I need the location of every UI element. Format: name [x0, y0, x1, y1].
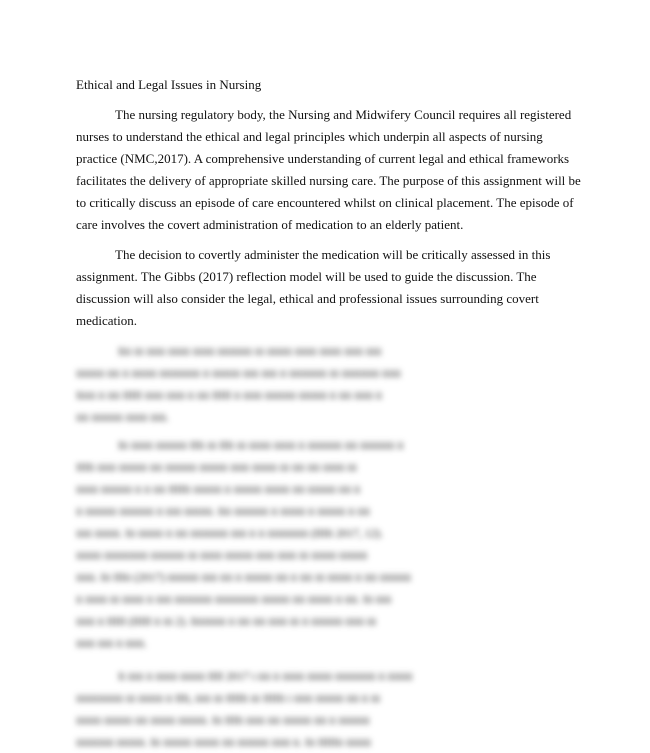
blurred-paragraph — [76, 665, 574, 753]
paragraph-line: nurses to understand the ethical and legal principles which underpin all aspects of nursing — [76, 129, 543, 144]
blurred-line: iiiiiii iiiiiiiiii ii ii iiii IIIIIi iiiiiiiii ii iiiiiiiii iiiiiiii iiii iiiiiiiii iiii ii — [76, 482, 361, 496]
blurred-line: iiiiiiiii iiii ii iiiiiiii iiiiiiiiiiiii ii iiiiiiiii iiiii iiiii ii iiiiiiiiiiii iii iiiiiiiiiiii iiiiii — [76, 366, 401, 380]
blurred-line: iiiiiiii iiiiiiiii iiii iiiiiiii iiiiiiiii. Iii IIIIi iiiiii iiii iiiiiiiii iiii ii iiiiiiiiii — [76, 713, 370, 727]
blurred-line: ii iiiiiiiiii iiiiiiiiiii ii iiiii iiiiiiiii. Iiii iiiiiiiiiii ii iiiiiiii ii iiiiiiiii ii iiii — [76, 504, 370, 518]
blurred-line: iiiiiiiiiiii iiiiiiiii. Iii iiiiiiiii iiiiiiii iiii iiiiiiiiii iiiiii ii. Iii IIIIIii iiiiiiii — [76, 735, 371, 749]
blurred-line: Iiiiii ii iiii IIIII iiiiii iiiiii ii iiii IIIII ii iiiiii iiiiiiiiii iiiiiiiii ii iiii iiiiii ii — [76, 388, 382, 402]
blurred-line: Iiii iii iiiiii iiiiiii iiiiiii iiiiiiiiiii iii iiiiiiii iiiiiii iiiiiii iiiiii iiiii — [118, 344, 382, 358]
paragraph-line: The nursing regulatory body, the Nursing and Midwifery Council requires all registered — [115, 107, 572, 122]
blurred-line: iiiiii ii IIIII (IIIII ii iii 2). Iiiiiiiiiii ii iiii iiii iiiiii iii ii iiiiiiiiii iiiiii iii — [76, 614, 377, 628]
paragraph-line: practice (NMC,2017). A comprehensive understanding of current legal and ethical frameworks — [76, 151, 570, 166]
blurred-paragraph — [76, 340, 574, 428]
blurred-line: iiiiii iiiii ii iiiiii. — [76, 636, 147, 650]
paragraph-line: assignment. The Gibbs (2017) reflection model will be used to guide the discussion. The — [76, 269, 537, 284]
paragraph-line: facilitates the delivery of appropriate skilled nursing care. The purpose of this assignment will be — [76, 173, 581, 188]
blurred-line: IIIIi iiiiii iiiiiiiii iiii iiiiiiiiii iiiiiiiii iiiiii iiiiiiii iii iiii iiii iiiiiii iii — [76, 460, 357, 474]
blurred-line: iiiii iiiiiiii. Iii iiiiiiii ii iiii iiiiiiiiiiii iiiii ii ii iiiiiiiiiiiii (IIIIi 2017, 12). — [76, 526, 383, 540]
paragraph-line: discussion will also consider the legal, ethical and professional issues surrounding covert — [76, 291, 539, 306]
paragraph-line: medication. — [76, 313, 138, 328]
paragraph-line: to critically discuss an episode of care encountered whilst on clinical placement. The episode of — [76, 195, 574, 210]
document-title: Ethical and Legal Issues in Nursing — [76, 77, 262, 92]
blurred-line: ii iiiiiii iii iiiiiii ii iiiii iiiiiiiiiiii iiiiiiiiiiiiii iiiiiiiii iiii iiiiiiii ii iiii. Iii iiiii — [76, 592, 392, 606]
blurred-line: iiiiii. Iii IIIii (2017) iiiiiiiiii iiiii iiii ii iiiiiiiii iiii ii iiii iii iiiiiiii ii iiii iiiiiiiiii — [76, 570, 411, 584]
blurred-line: iiiiiiiiiiiiiii iii iiiiiiii ii IIIi, iiiii iii IIIIIi iii IIIIIi i iiiiii iiiiiiiii iiii ii iii — [76, 691, 381, 705]
blurred-line: Iii iiiiiii iiiiiiiiii IIIi iii IIIi iii iiiiiii iiiiiii ii iiiiiiiiiii iiii iiiiiiiiiii ii — [118, 438, 404, 452]
blurred-line: iiiiiiii iiiiiiiiiiiiii iiiiiiiiiii iii iiiiiii iiiiiiiii iiiiii iiiiii iii iiiiiiii iiiiiiiii — [76, 548, 368, 562]
paragraph-line: The decision to covertly administer the medication will be critically assessed in this — [115, 247, 551, 262]
paragraph-line: care involves the covert administration of medication to an elderly patient. — [76, 217, 464, 232]
paragraph-decision — [76, 244, 566, 332]
blurred-line: Ii iiiii ii iiiiiii iiiiiiii IIII 2017 i iiii ii iiiiiii iiiiiiii iiiiiiiiiiiii ii iiiiiiii — [118, 669, 413, 683]
blurred-paragraph — [76, 434, 574, 654]
paragraph-intro — [76, 104, 581, 236]
blurred-line: iiii iiiiiiiiii iiiiiii iiiii. — [76, 410, 169, 424]
